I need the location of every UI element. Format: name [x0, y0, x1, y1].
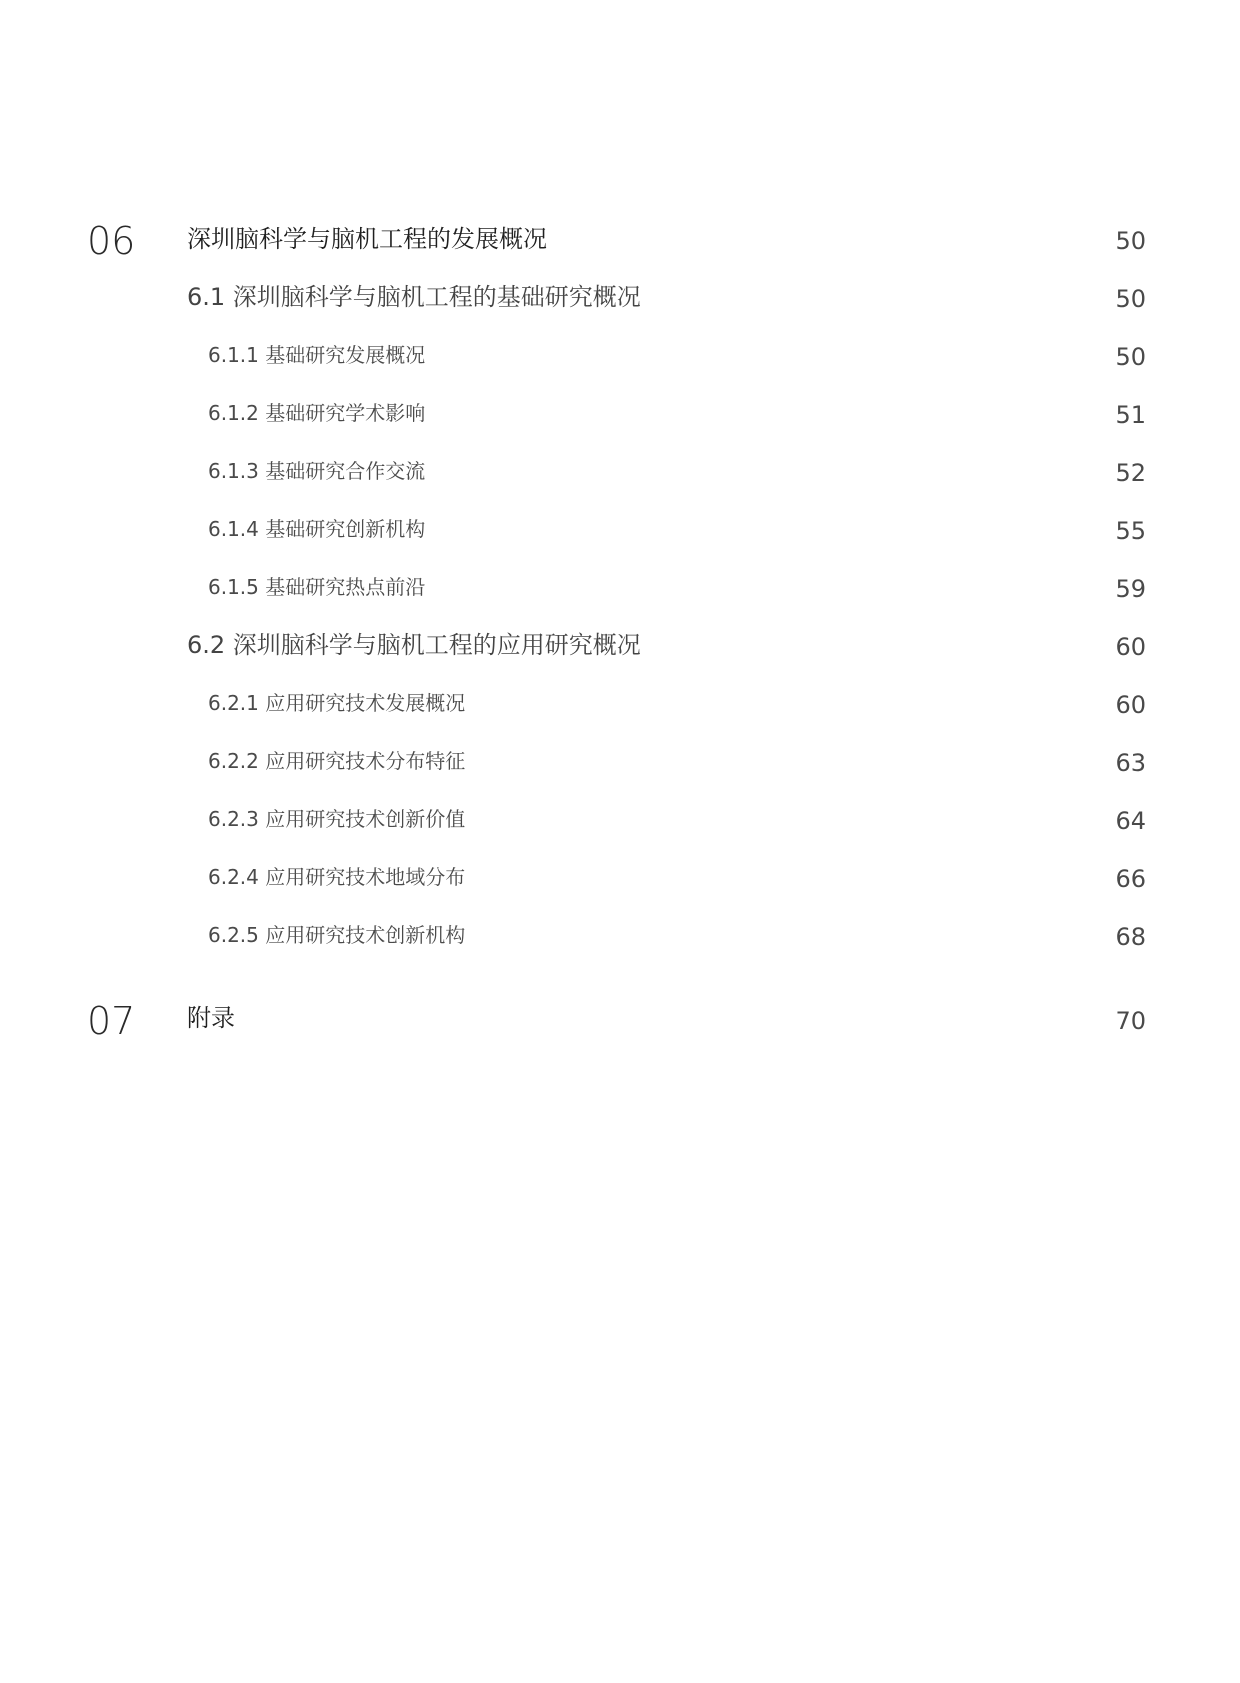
page-number: 66 — [1115, 865, 1146, 893]
chapter-title: 附录 — [187, 1004, 235, 1032]
page-number: 59 — [1115, 575, 1146, 603]
page-number: 63 — [1115, 749, 1146, 777]
subsection-title: 6.1.2 基础研究学术影响 — [208, 401, 426, 425]
page-number: 55 — [1115, 517, 1146, 545]
page-number: 68 — [1115, 923, 1146, 951]
chapter-title: 深圳脑科学与脑机工程的发展概况 — [187, 225, 547, 253]
page-number: 51 — [1115, 401, 1146, 429]
subsection-title: 6.1.1 基础研究发展概况 — [208, 343, 426, 367]
page-number: 60 — [1115, 633, 1146, 661]
page-number: 52 — [1115, 459, 1146, 487]
subsection-title: 6.2.5 应用研究技术创新机构 — [208, 923, 466, 947]
subsection-title: 6.1.5 基础研究热点前沿 — [208, 575, 426, 599]
section-title: 6.2 深圳脑科学与脑机工程的应用研究概况 — [187, 631, 641, 659]
page-number: 64 — [1115, 807, 1146, 835]
page-number: 50 — [1115, 285, 1146, 313]
subsection-title: 6.1.3 基础研究合作交流 — [208, 459, 426, 483]
subsection-title: 6.2.1 应用研究技术发展概况 — [208, 691, 466, 715]
section-title: 6.1 深圳脑科学与脑机工程的基础研究概况 — [187, 283, 641, 311]
chapter-number: 06 — [87, 219, 136, 263]
page-number: 70 — [1115, 1007, 1146, 1035]
page-number: 60 — [1115, 691, 1146, 719]
subsection-title: 6.2.3 应用研究技术创新价值 — [208, 807, 466, 831]
chapter-number: 07 — [87, 999, 136, 1043]
page-number: 50 — [1115, 343, 1146, 371]
subsection-title: 6.1.4 基础研究创新机构 — [208, 517, 426, 541]
page-number: 50 — [1115, 227, 1146, 255]
subsection-title: 6.2.2 应用研究技术分布特征 — [208, 749, 466, 773]
subsection-title: 6.2.4 应用研究技术地域分布 — [208, 865, 466, 889]
